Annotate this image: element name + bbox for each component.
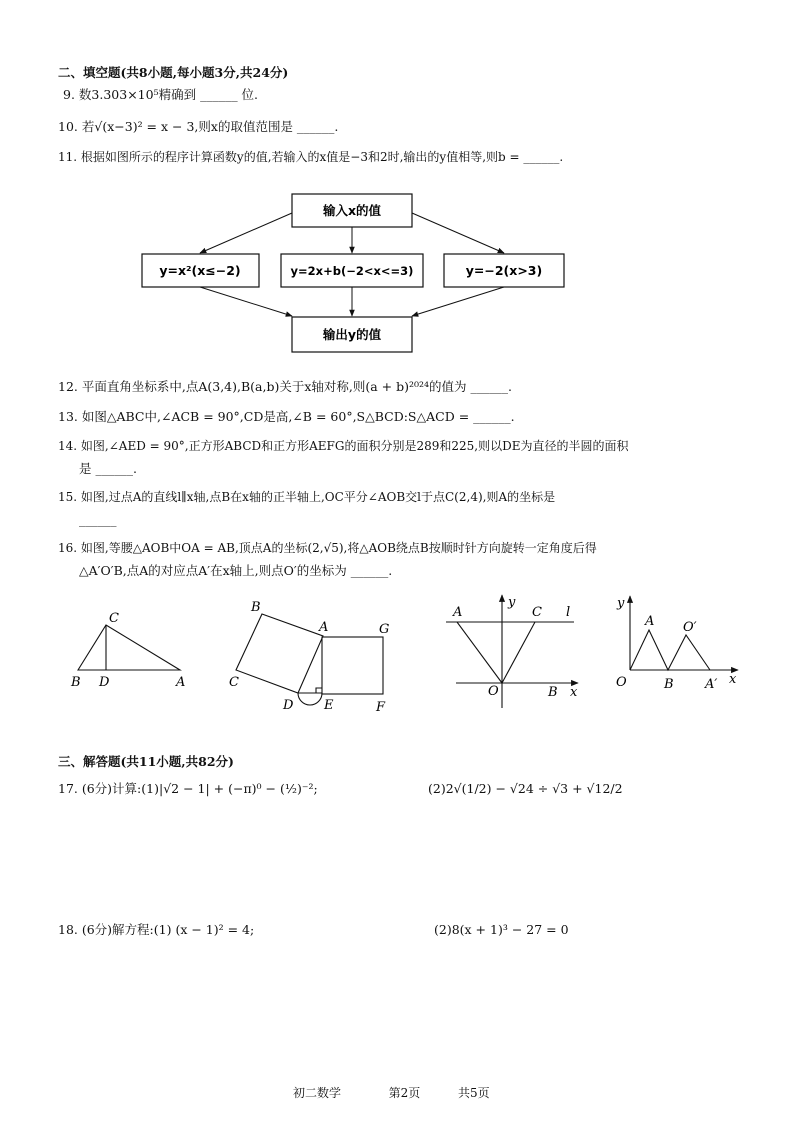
question-text: 如图,∠AED = 90°,正方形ABCD和正方形AEFG的面积分别是289和225,则以DE为直径的半圆的面积 [80,439,629,453]
fig15-label-A: A [453,605,463,620]
fig14-label-C: C [229,675,239,690]
fig16-label-x: x [729,672,737,687]
fig15-label-O: O [488,684,499,699]
question-number: 13. [58,409,78,424]
fig15-label-x: x [570,685,578,700]
fig16-label-O: O [616,675,627,690]
question-text: 平面直角坐标系中,点A(3,4),B(a,b)关于x轴对称,则(a + b)²⁰²⁴的值为 ______. [81,379,512,394]
question-number: 12. [58,379,78,394]
figure-15 [446,595,578,708]
footer [293,1084,490,1101]
question-17-part2: (2)2√(1/2) − √24 ÷ √3 + √12/2 [428,781,623,796]
fig16-label-O2: O′ [683,620,697,635]
question-15-cont: ______ [79,512,117,527]
flow-branch-left-text: y=x²(x≤−2) [159,263,241,278]
fig15-label-l: l [566,605,571,620]
question-number: 10. [58,119,78,134]
section-heading: 二、填空题(共8小题,每小题3分,共24分) [58,65,289,80]
fig13-label-B: B [71,675,81,690]
fig14-label-B: B [251,600,261,615]
question-text: 根据如图所示的程序计算函数y的值,若输入的x值是−3和2时,输出的y值相等,则b = ______. [80,150,564,164]
fig14-label-A: A [319,620,329,635]
flow-output-text: 输出y的值 [322,327,382,342]
question-text: 如图,过点A的直线l∥x轴,点B在x轴的正半轴上,OC平分∠AOB交l于点C(2,4),则A的坐标是 [80,490,556,504]
question-number: 16. [58,541,78,555]
flow-branch-right-text: y=−2(x>3) [465,263,543,278]
question-number: 9. [63,87,75,102]
fig15-label-B: B [548,685,558,700]
question-14-cont: 是 ______. [79,461,137,476]
footer-subject: 初二数学 [293,1086,342,1100]
flow-input-text: 输入x的值 [322,203,382,218]
question-text: 如图,等腰△AOB中OA = AB,顶点A的坐标(2,√5),将△AOB绕点B按顺时针方向旋转一定角度后得 [80,541,597,555]
flow-branch-mid-text: y=2x+b(−2<x<=3) [290,264,414,278]
figure-14 [236,614,383,705]
fig14-label-F: F [376,700,386,715]
fig13-label-A: A [176,675,186,690]
fig15-label-C: C [532,605,542,620]
fig16-label-A: A [645,614,655,629]
question-18-part1: 18. (6分)解方程:(1) (x − 1)² = 4; [58,922,255,937]
fig16-label-y: y [617,596,625,611]
fig14-label-D: D [283,698,294,713]
question-18-part2: (2)8(x + 1)³ − 27 = 0 [434,922,569,937]
figure-13 [78,625,180,670]
question-number: 15. [58,490,78,504]
fig13-label-D: D [99,675,110,690]
question-text: 数3.303×10⁵精确到 ______ 位. [78,87,259,102]
fig14-label-E: E [324,698,334,713]
question-number: 11. [58,150,78,164]
question-17-part1: 17. (6分)计算:(1)|√2 − 1| + (−π)⁰ − (½)⁻²; [58,781,318,796]
question-text: 若√(x−3)² = x − 3,则x的取值范围是 ______. [81,119,339,134]
question-number: 14. [58,439,78,453]
fig14-label-G: G [379,622,390,637]
section-heading-3: 三、解答题(共11小题,共82分) [58,754,234,769]
fig16-label-A2: A′ [705,677,718,692]
fig16-label-B: B [664,677,674,692]
footer-page: 第2页 [388,1086,421,1100]
question-text: 如图△ABC中,∠ACB = 90°,CD是高,∠B = 60°,S△BCD:S△ACD = ______. [81,409,515,424]
question-16-cont: △A′O′B,点A的对应点A′在x轴上,则点O′的坐标为 ______. [79,563,393,578]
fig15-label-y: y [508,595,516,610]
footer-total: 共5页 [457,1086,490,1100]
fig13-label-C: C [109,611,119,626]
